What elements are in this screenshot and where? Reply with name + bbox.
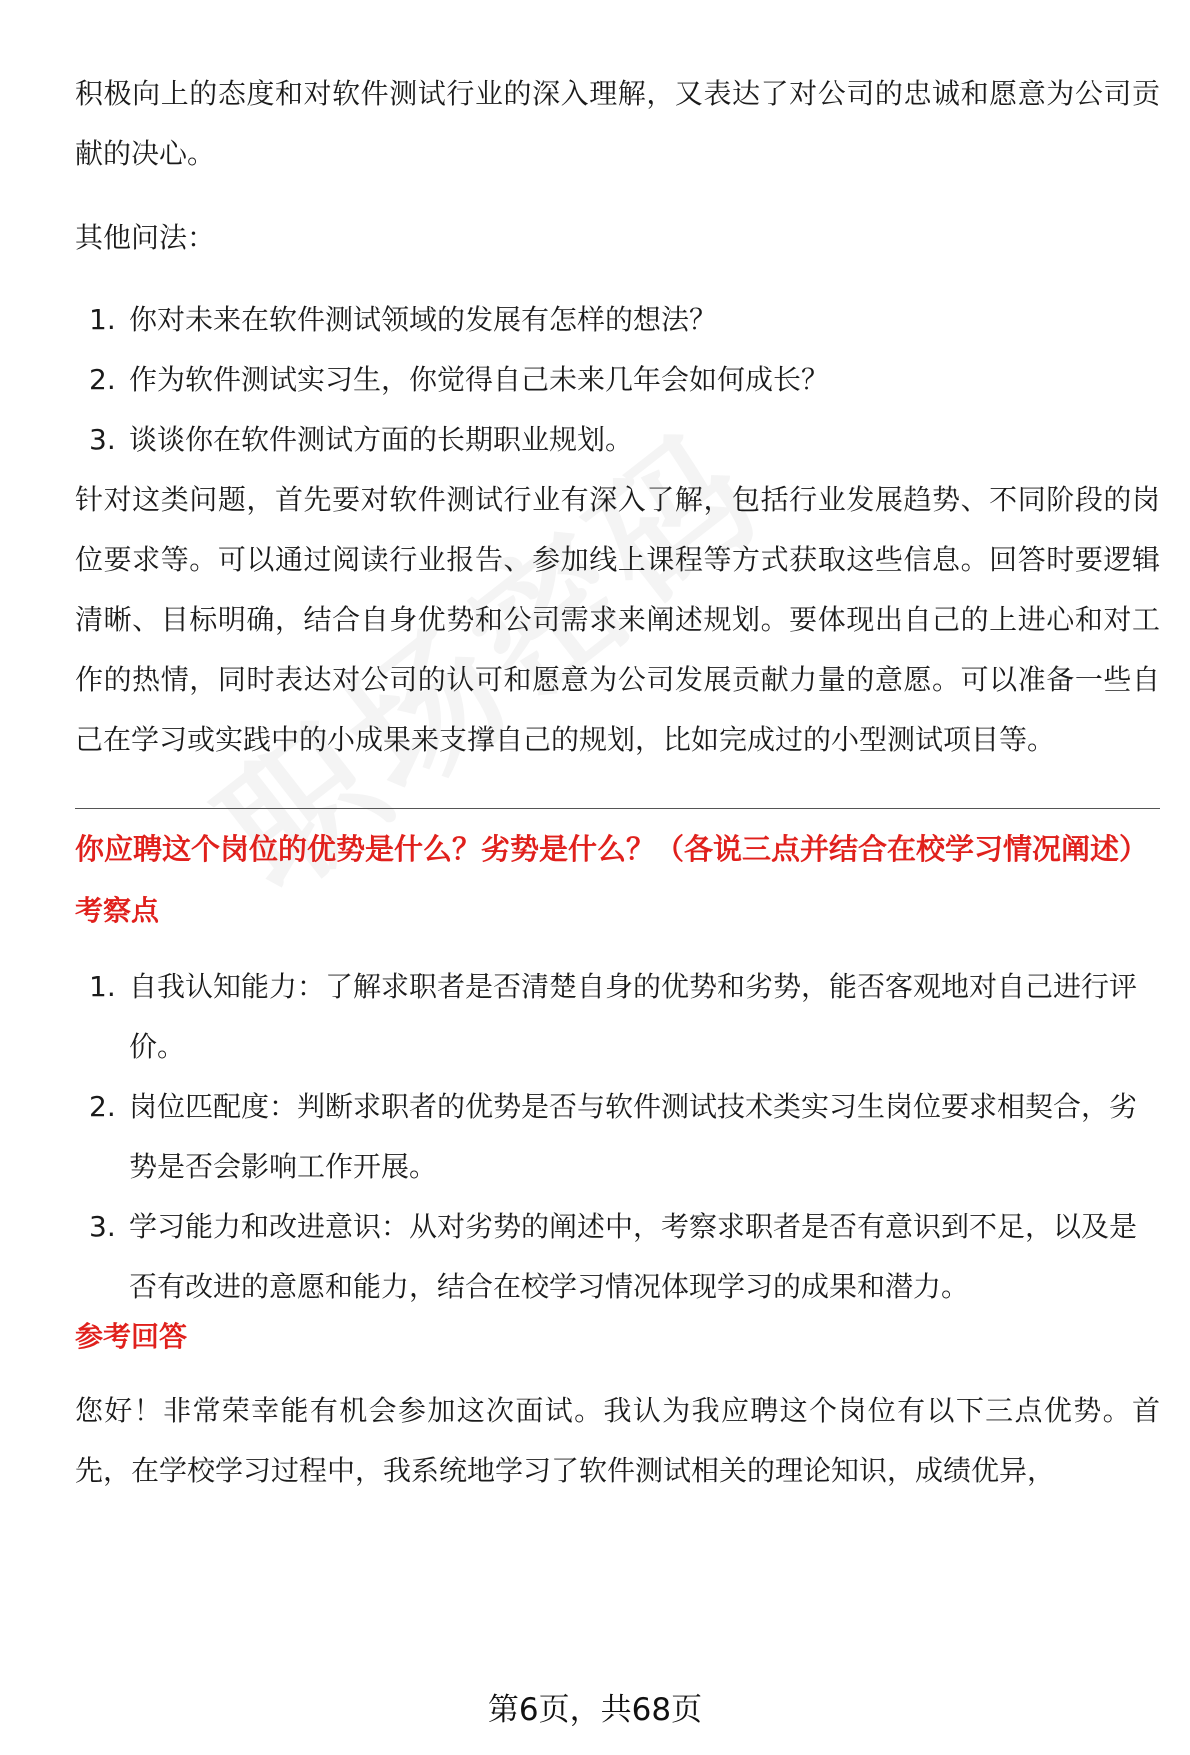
question-title: 你应聘这个岗位的优势是什么？劣势是什么？（各说三点并结合在校学习情况阐述） [75, 832, 1149, 866]
reference-answer-paragraph: 您好！非常荣幸能有机会参加这次面试。我认为我应聘这个岗位有以下三点优势。首先，在学校学习过程中，我系统地学习了软件测试相关的理论知识，成绩优异， [75, 1394, 1160, 1487]
list-item [75, 957, 1160, 1077]
section-divider [75, 808, 1160, 809]
other-questions-label: 其他问法： [75, 221, 216, 254]
list-item-text: 自我认知能力：了解求职者是否清楚自身的优势和劣势，能否客观地对自己进行评价。 [129, 970, 1138, 1063]
intro-paragraph: 积极向上的态度和对软件测试行业的深入理解，又表达了对公司的忠诚和愿意为公司贡献的决心。 [75, 77, 1160, 170]
list-number: 2. [89, 363, 116, 396]
list-item [75, 1077, 1160, 1197]
list-number: 1. [89, 303, 116, 336]
list-item-text: 你对未来在软件测试领域的发展有怎样的想法？ [129, 303, 718, 336]
list-item [75, 410, 1160, 470]
list-item [75, 1197, 1160, 1317]
focus-points-list [75, 957, 1160, 1317]
focus-heading: 考察点 [75, 894, 160, 927]
list-item-text: 学习能力和改进意识：从对劣势的阐述中，考察求职者是否有意识到不足，以及是否有改进的意愿和能力，结合在校学习情况体现学习的成果和潜力。 [129, 1210, 1138, 1303]
list-item [75, 290, 1160, 350]
page-content [75, 64, 1160, 1501]
list-number: 1. [89, 970, 116, 1003]
reference-answer-heading: 参考回答 [75, 1320, 188, 1353]
list-number: 2. [89, 1090, 116, 1123]
page-footer: 第6页，共68页 [0, 1690, 1190, 1730]
list-number: 3. [89, 423, 116, 456]
analysis-paragraph: 针对这类问题，首先要对软件测试行业有深入了解，包括行业发展趋势、不同阶段的岗位要求等。可以通过阅读行业报告、参加线上课程等方式获取这些信息。回答时要逻辑清晰、目标明确，结合自身优势和公司需求来阐述规划。要体现出自己的上进心和对工作的热情，同时表达对公司的认可和愿意为公司发展贡献力量的意愿。可以准备一些自己在学习或实践中的小成果来支撑自己的规划，比如完成过的小型测试项目等。 [75, 483, 1160, 756]
list-item-text: 作为软件测试实习生，你觉得自己未来几年会如何成长？ [129, 363, 830, 396]
list-item-text: 谈谈你在软件测试方面的长期职业规划。 [129, 423, 634, 456]
list-number: 3. [89, 1210, 116, 1243]
list-item-text: 岗位匹配度：判断求职者的优势是否与软件测试技术类实习生岗位要求相契合，劣势是否会影响工作开展。 [129, 1090, 1138, 1183]
other-questions-list [75, 290, 1160, 470]
list-item [75, 350, 1160, 410]
